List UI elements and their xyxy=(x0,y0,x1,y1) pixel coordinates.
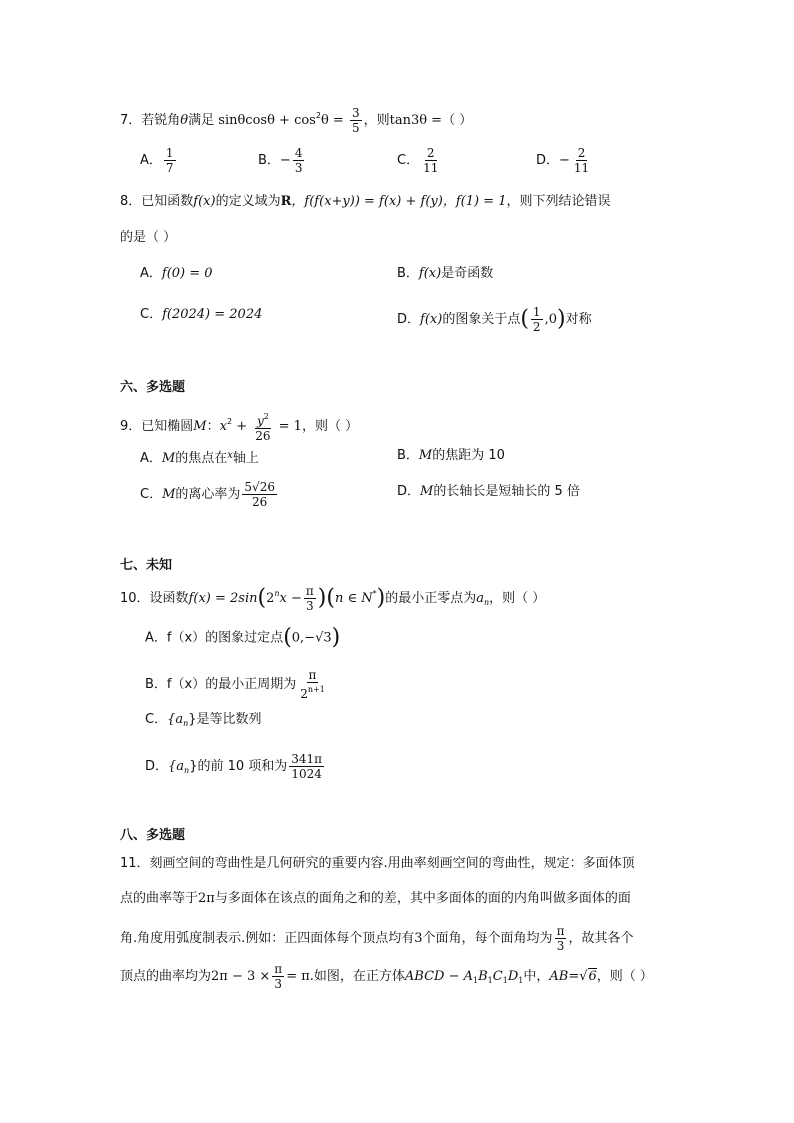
q9-option-a[interactable]: A．M的焦点在$^x$轴上 xyxy=(140,450,259,466)
section-heading-7: 七、未知 xyxy=(120,558,173,573)
q8-option-b[interactable]: B．f(x)是奇函数 xyxy=(397,266,494,281)
q9-option-b[interactable]: B．M的焦距为 10 xyxy=(397,448,505,463)
q7-expr2: θ = xyxy=(320,113,344,128)
q7-option-d[interactable]: D．− $\frac{2}{11}$ xyxy=(536,146,590,175)
q7-stem: 7．若锐角θ满足 $\sin\theta\cos\theta + \cos^2\theta$ = $\frac{3}{5}$ ，则tan3θ =（ ） xyxy=(120,106,473,135)
q7-option-b[interactable]: B．− $\frac{4}{3}$ xyxy=(258,146,303,175)
q7-option-c[interactable]: C． $\frac{2}{11}$ xyxy=(397,146,439,175)
q9-stem: 9．已知椭圆M：$x^2$ + $\frac{y^2}{26}$ = 1，则（ ） xyxy=(120,412,359,443)
q10-stem: 10．设函数$f(x) = 2\sin(2^nx$ − $\frac{\pi}{3}$ )(n ∈ N*)的最小正零点为$a_n$，则（ ） xyxy=(120,584,546,613)
q11-line-3: 角.角度用弧度制表示.例如：正四面体每个顶点均有3个面角，每个面角均为 $\frac{\pi}{3}$ ，故其各个 xyxy=(120,924,634,953)
section-heading-8: 八、多选题 xyxy=(120,828,186,843)
q8-stem-cont: 的是（ ） xyxy=(120,230,177,245)
q7-tan: tan3θ = xyxy=(389,113,443,128)
q10-option-c[interactable]: C．$\{a_n\}$是等比数列 xyxy=(145,712,262,728)
q9-option-c[interactable]: C．M的离心率为 $\frac{5√26}{26}$ xyxy=(140,480,275,509)
q10-option-d[interactable]: D．$\{a_n\}$的前 10 项和为 $\frac{341\pi}{1024}$ xyxy=(145,752,323,781)
q7-expr: sinθcosθ + cos xyxy=(218,113,316,128)
q11-line-4: 顶点的曲率均为2π − 3 × $\frac{\pi}{3}$ = π.如图，在正方体ABCD − $A_1B_1C_1D_1$中，AB=√6，则（ ） xyxy=(120,962,653,991)
q8-stem: 8．已知函数f(x)的定义域为R，f(f(x+y)) = f(x) + f(y)，f(1) = 1，则下列结论错误 xyxy=(120,194,611,209)
q7-theta: θ xyxy=(180,113,189,128)
q7-number: 7． xyxy=(120,113,142,128)
q7-text-c: ，则 xyxy=(363,113,390,128)
q9-option-d[interactable]: D．M的长轴长是短轴长的 5 倍 xyxy=(397,484,580,499)
q8-option-c[interactable]: C．f(2024) = 2024 xyxy=(140,307,263,322)
q10-option-b[interactable]: B．f（x）的最小正周期为 $\frac{\pi}{2^{n+1}}$ xyxy=(145,668,325,701)
q8-option-d[interactable]: D．f(x)的图象关于点( $\frac{1}{2}$ ,0)对称 xyxy=(397,305,592,334)
q7-blank: （ ） xyxy=(442,113,473,128)
q7-text-a: 若锐角 xyxy=(141,113,181,128)
q7-option-a[interactable]: A． $\frac{1}{7}$ xyxy=(140,146,174,175)
q11-line-2: 点的曲率等于2π与多面体在该点的面角之和的差，其中多面体的面的内角叫做多面体的面 xyxy=(120,891,631,906)
q8-option-a[interactable]: A．f(0) = 0 xyxy=(140,266,213,281)
q7-text-b: 满足 xyxy=(188,113,215,128)
q10-option-a[interactable]: A．f（x）的图象过定点(0,−√3) xyxy=(145,625,341,650)
q7-fraction: $\frac{3}{5}$ xyxy=(351,106,360,135)
q11-line-1: 11．刻画空间的弯曲性是几何研究的重要内容.用曲率刻画空间的弯曲性，规定：多面体顶 xyxy=(120,856,635,871)
section-heading-6: 六、多选题 xyxy=(120,380,186,395)
